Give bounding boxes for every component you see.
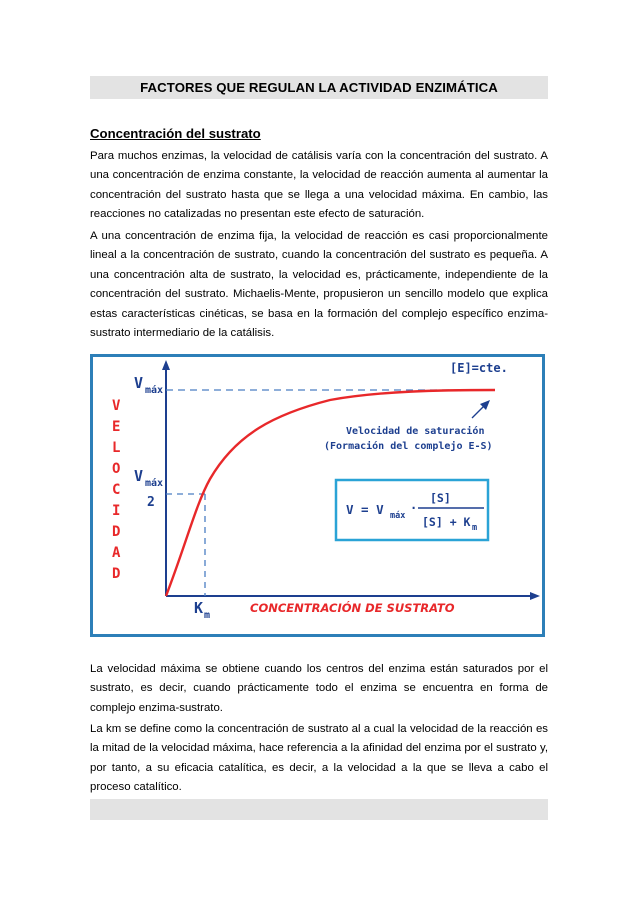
svg-text:m: m xyxy=(204,610,211,621)
figure-svg xyxy=(90,354,545,637)
svg-text:máx: máx xyxy=(390,511,406,521)
svg-text:V: V xyxy=(134,467,144,485)
paragraph-3: La velocidad máxima se obtiene cuando los centros del enzima están saturados por el sustrato, es decir, cuando prácticamente todo el enzima se encuentra en forma de complejo enzima-sustrato. xyxy=(90,663,548,714)
y-letter: I xyxy=(112,503,121,519)
bottom-bar xyxy=(90,799,548,820)
svg-text:2: 2 xyxy=(147,495,155,510)
svg-text:V: V xyxy=(134,374,144,392)
svg-text:·: · xyxy=(410,501,418,515)
michaelis-menten-figure xyxy=(90,354,545,637)
y-letter: O xyxy=(112,461,121,477)
paragraph-1: Para muchos enzimas, la velocidad de catálisis varía con la concentración del sustrato. A una concentración de enzima constante, la velocidad de reacción aumenta al aumentar la concentración del sustrato hasta que se llega a una velocidad máxima. En cambio, las reacciones no catalizadas no presentan este efecto de saturación. xyxy=(90,150,548,221)
svg-text:máx: máx xyxy=(145,385,164,396)
svg-text:[S]: [S] xyxy=(430,491,451,505)
svg-text:K: K xyxy=(194,599,204,617)
page-title: FACTORES QUE REGULAN LA ACTIVIDAD ENZIMÁTICA xyxy=(140,80,498,95)
saturation-label-line2: (Formación del complejo E-S) xyxy=(324,441,493,452)
section-heading: Concentración del sustrato xyxy=(90,126,261,141)
svg-text:m: m xyxy=(472,523,478,533)
y-letter: E xyxy=(112,419,121,435)
y-letter: D xyxy=(112,566,121,582)
y-letter: L xyxy=(112,440,121,456)
y-axis-label xyxy=(112,398,121,582)
y-letter: C xyxy=(112,482,121,498)
svg-text:máx: máx xyxy=(145,478,164,489)
x-axis-label: CONCENTRACIÓN DE SUSTRATO xyxy=(250,601,455,615)
title-bar xyxy=(90,76,548,99)
svg-text:V = V: V = V xyxy=(346,502,384,517)
y-letter: V xyxy=(112,398,121,414)
saturation-label-line1: Velocidad de saturación xyxy=(346,426,485,437)
svg-text:[S] + K: [S] + K xyxy=(422,515,471,529)
paragraph-2: A una concentración de enzima fija, la velocidad de reacción es casi proporcionalmente lineal a la concentración de sustrato, cuando la concentración del sustrato es pequeña. A una concentración alta de sustrato, la velocidad es, prácticamente, independiente de la concentración del sustrato. Michaelis-Mente, propusieron un sencillo modelo que explica estas características cinéticas, se basa en la formación del complejo específico enzima-sustrato intermediario de la catálisis. xyxy=(90,230,548,340)
enzyme-constant-label: [E]=cte. xyxy=(450,361,508,375)
paragraph-4: La km se define como la concentración de sustrato al a cual la velocidad de la reacción es la mitad de la velocidad máxima, hace referencia a la afinidad del enzima por el sustrato y, por tanto, a su eficacia catalítica, es decir, a la velocidad a la que se lleva a cabo el proceso catalítico. xyxy=(90,723,548,794)
y-letter: A xyxy=(112,545,121,561)
y-letter: D xyxy=(112,524,121,540)
